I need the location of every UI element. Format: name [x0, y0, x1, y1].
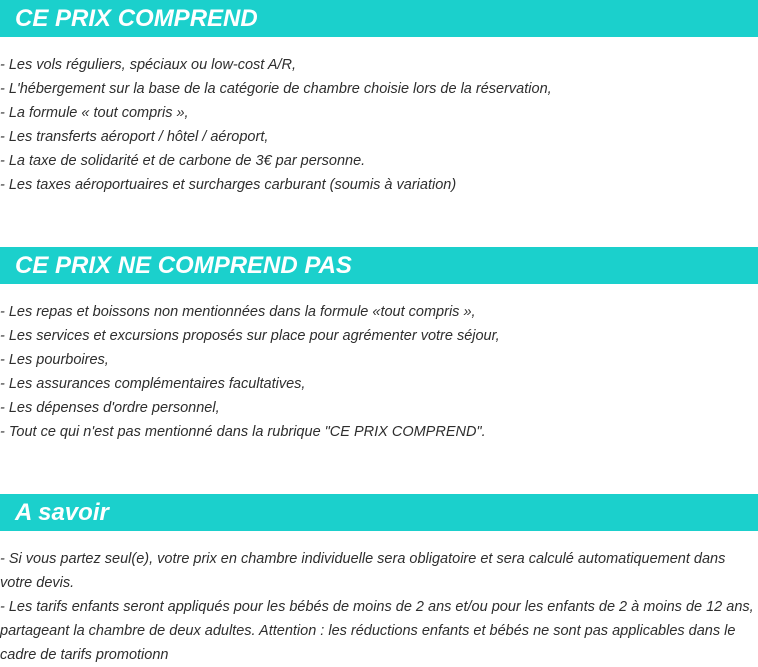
- list-item: - Les assurances complémentaires facultatives,: [0, 376, 306, 392]
- list-item: - Les dépenses d'ordre personnel,: [0, 400, 220, 416]
- section-body-price-excludes: [0, 300, 756, 444]
- list-item: - Les tarifs enfants seront appliqués pour les bébés de moins de 2 ans et/ou pour les enfants de 2 à moins de 12 ans, partageant la chambre de deux adultes. Attention : les réductions enfants et bébés ne sont pas applicables dans le cadre de tarifs promotionn: [0, 599, 754, 663]
- list-item: - Les taxes aéroportuaires et surcharges carburant (soumis à variation): [0, 177, 457, 193]
- list-item: - Tout ce qui n'est pas mentionné dans la rubrique "CE PRIX COMPREND".: [0, 424, 486, 440]
- list-item: - Les repas et boissons non mentionnées dans la formule «tout compris »,: [0, 304, 476, 320]
- list-item: - L'hébergement sur la base de la catégorie de chambre choisie lors de la réservation,: [0, 81, 552, 97]
- section-body-price-includes: [0, 53, 756, 197]
- list-item: - La formule « tout compris »,: [0, 105, 189, 121]
- section-header-price-excludes: CE PRIX NE COMPREND PAS: [0, 247, 758, 284]
- list-item: - Les transferts aéroport / hôtel / aéroport,: [0, 129, 269, 145]
- section-header-price-includes: CE PRIX COMPREND: [0, 0, 758, 37]
- list-item: - Les pourboires,: [0, 352, 109, 368]
- section-body-good-to-know: [0, 547, 756, 667]
- list-item: - Si vous partez seul(e), votre prix en chambre individuelle sera obligatoire et sera calculé automatiquement dans votre devis.: [0, 551, 726, 591]
- list-item: - Les vols réguliers, spéciaux ou low-cost A/R,: [0, 57, 297, 73]
- list-item: - Les services et excursions proposés sur place pour agrémenter votre séjour,: [0, 328, 500, 344]
- list-item: - La taxe de solidarité et de carbone de 3€ par personne.: [0, 153, 366, 169]
- section-header-good-to-know: A savoir: [0, 494, 758, 531]
